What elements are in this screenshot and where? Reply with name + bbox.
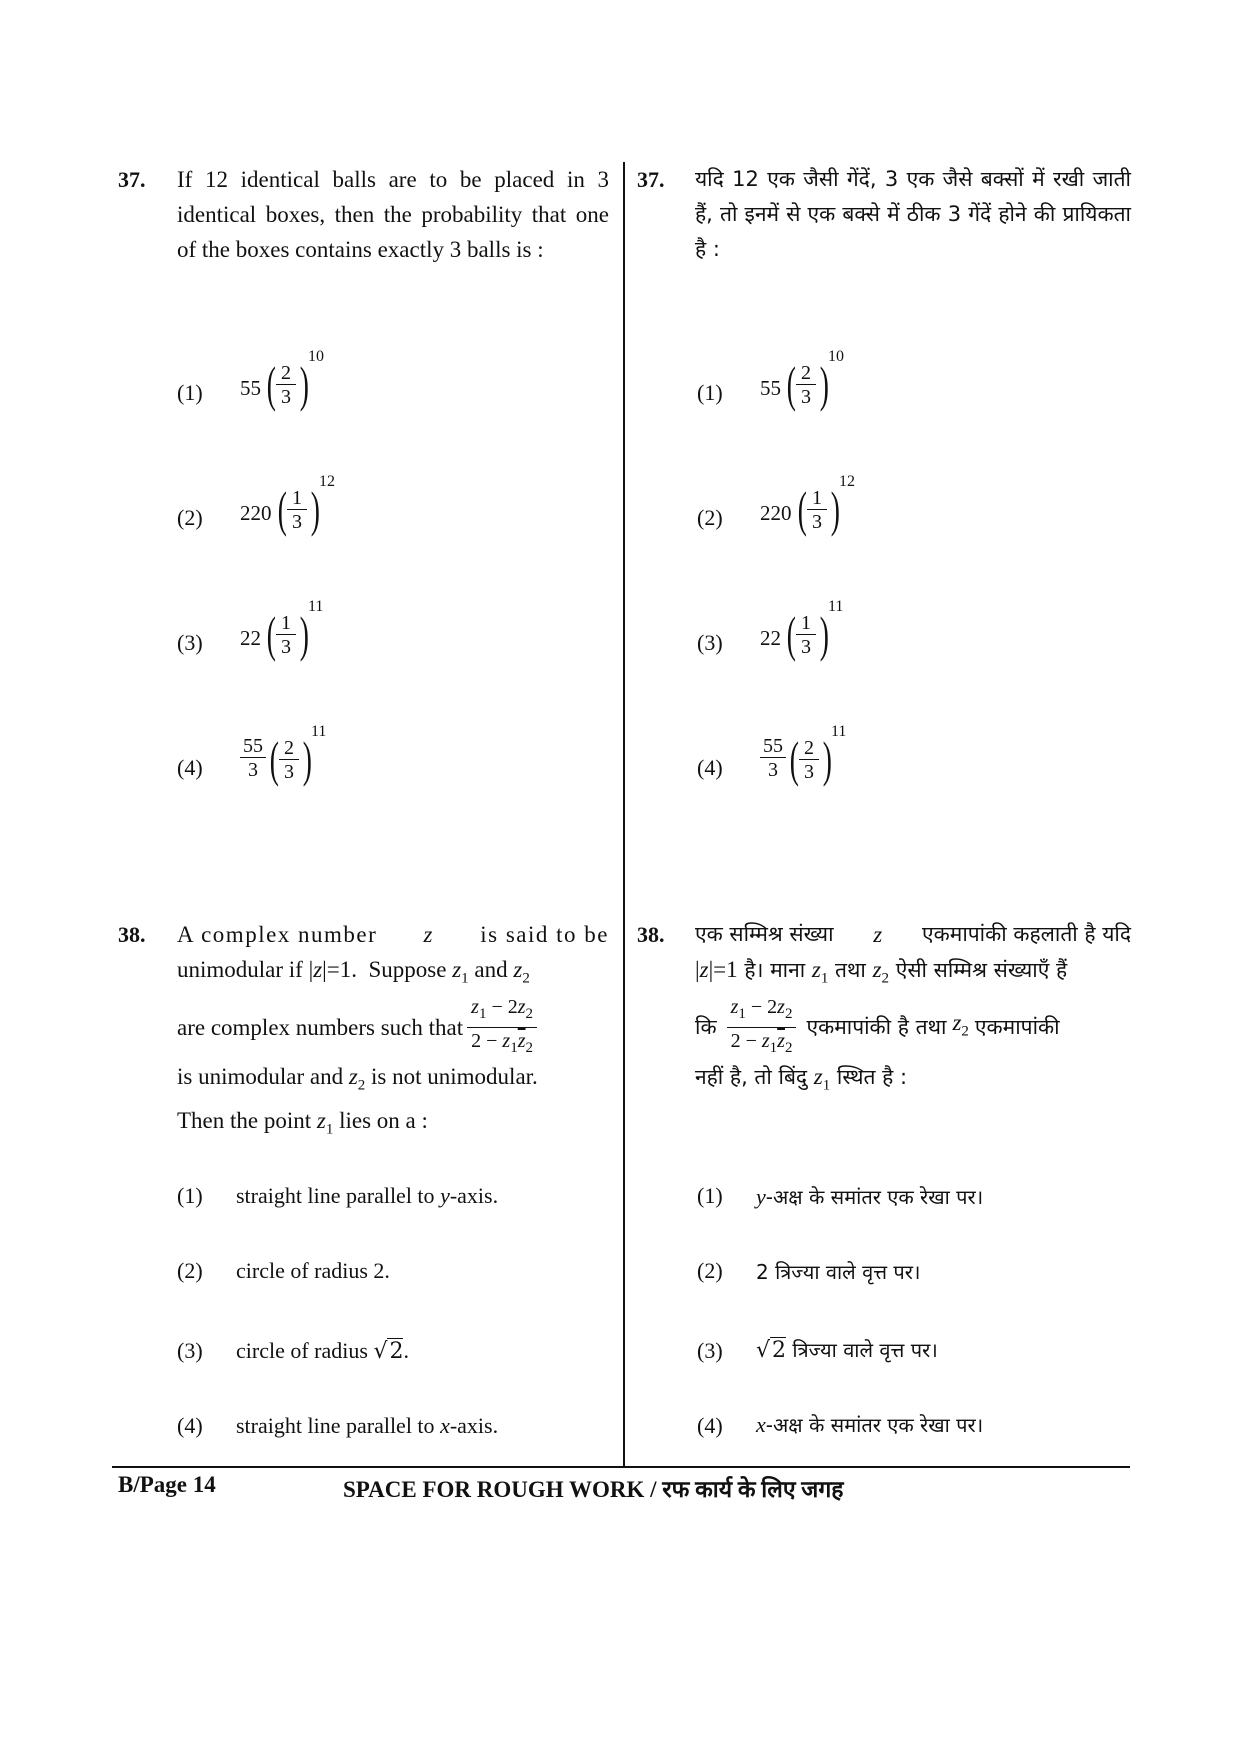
exponent: 11 xyxy=(311,723,327,740)
denominator: 3 xyxy=(812,511,822,533)
coef: 22 xyxy=(760,626,781,650)
denominator: 3 xyxy=(292,511,302,533)
q38-option-2-text-en: circle of radius 2. xyxy=(236,1258,390,1283)
q37-option-3-num-hi: (3) xyxy=(697,630,723,655)
q38-option-1-text-hi xyxy=(756,1183,983,1210)
coef: 55 xyxy=(760,376,781,400)
stem-text: is not unimodular. xyxy=(371,1063,538,1089)
paren-right: ) xyxy=(299,606,309,662)
question-37-stem-hi: यदि 12 एक जैसी गेंदें, 3 एक जैसे बक्सों में रखी जाती हैं, तो इनमें से एक बक्से में ठीक 3 गेंदें होने की प्रायिकता है : xyxy=(695,167,1131,261)
question-38-number-hi: 38. xyxy=(637,922,665,947)
stem-text: स्थित है : xyxy=(836,1064,908,1089)
paren-left: ( xyxy=(269,731,279,787)
q38-option-3-num-hi: (3) xyxy=(697,1338,723,1363)
q38-option-4-num-en: (4) xyxy=(177,1413,203,1438)
coef: 55 xyxy=(240,376,261,400)
fraction xyxy=(796,612,816,659)
denominator: 3 xyxy=(768,759,778,781)
coef: 22 xyxy=(240,626,261,650)
denominator: 3 xyxy=(248,759,258,781)
stem-text: Then the point xyxy=(177,1108,312,1134)
exponent: 11 xyxy=(831,723,847,740)
numerator: 2 xyxy=(799,737,819,760)
coef-fraction xyxy=(240,735,266,782)
stem-text: A complex number xyxy=(177,922,378,947)
option-text: -अक्ष के समांतर एक रेखा पर। xyxy=(765,1413,984,1437)
paren-right: ) xyxy=(310,481,320,537)
q37-option-4-num-hi: (4) xyxy=(697,755,723,780)
exponent: 12 xyxy=(319,473,335,490)
stem-text: नहीं है, तो बिंदु xyxy=(695,1064,808,1089)
q38-option-1-num-hi: (1) xyxy=(697,1183,723,1208)
stem-text: एक सम्मिश्र संख्या xyxy=(695,922,834,946)
radicand: 2 xyxy=(389,1339,404,1364)
q38-option-1-num-en: (1) xyxy=(177,1183,203,1208)
q38-option-1-text-en xyxy=(236,1183,498,1209)
exponent: 10 xyxy=(308,348,324,365)
stem-text: Suppose xyxy=(368,957,447,982)
exponent: 11 xyxy=(828,598,844,615)
denominator: 3 xyxy=(801,636,811,658)
sqrt-symbol: √2 xyxy=(373,1339,404,1364)
numerator: 2 xyxy=(276,362,296,385)
footer-rule xyxy=(112,1466,1130,1468)
axis-var: y xyxy=(756,1184,766,1209)
fraction xyxy=(279,737,299,784)
paren-left: ( xyxy=(266,606,276,662)
fraction xyxy=(799,737,819,784)
paren-left: ( xyxy=(786,356,796,412)
exponent: 11 xyxy=(308,598,324,615)
question-37-number-hi: 37. xyxy=(637,167,665,192)
paren-left: ( xyxy=(266,356,276,412)
option-text: -axis. xyxy=(449,1183,499,1208)
numerator: 2 xyxy=(796,362,816,385)
fraction xyxy=(807,487,827,534)
paren-right: ) xyxy=(819,356,829,412)
paren-left: ( xyxy=(789,731,799,787)
paren-right: ) xyxy=(299,356,309,412)
question-38-number-en: 38. xyxy=(118,922,146,947)
q38-option-3-text-hi xyxy=(756,1336,938,1363)
option-text: straight line parallel to xyxy=(236,1183,435,1208)
stem-text: तथा xyxy=(835,958,866,982)
exponent: 10 xyxy=(828,348,844,365)
q37-option-1-num-en: (1) xyxy=(177,380,203,405)
stem-text: are complex numbers such that xyxy=(177,1015,464,1041)
denominator: 3 xyxy=(801,386,811,408)
option-text: -axis. xyxy=(449,1413,499,1438)
q38-option-4-num-hi: (4) xyxy=(697,1413,723,1438)
option-text: straight line parallel to xyxy=(236,1413,435,1438)
denominator: 3 xyxy=(281,386,291,408)
option-text: त्रिज्या वाले वृत्त पर। xyxy=(792,1338,938,1362)
numerator: 55 xyxy=(760,735,786,758)
paren-left: ( xyxy=(277,481,287,537)
q38-option-2-text-hi: 2 त्रिज्या वाले वृत्त पर। xyxy=(756,1260,921,1284)
stem-text: एकमापांकी कहलाती है यदि xyxy=(922,922,1131,946)
fraction xyxy=(276,362,296,409)
page-label: B/Page 14 xyxy=(118,1472,216,1497)
question-38-stem-hi: एक सम्मिश्र संख्या z एकमापांकी कहलाती है यदि |z|=1 है। माना $z_1$ तथा $z_2$ ऐसी सम्मिश्र संख्याएँ हैं कि $\frac{z_1 - 2z_2}{2 - z_1\overline{z}_2}$ एकमापांकी है तथा $z_2$ एकमापांकी नहीं है, तो बिंदु $z_1$ स्थित है : xyxy=(695,917,1131,1103)
paren-right: ) xyxy=(302,731,312,787)
exponent: 12 xyxy=(839,473,855,490)
axis-var: y xyxy=(440,1183,450,1208)
option-text: . xyxy=(403,1338,409,1363)
fraction xyxy=(276,612,296,659)
stem-text: lies on a : xyxy=(339,1108,428,1134)
q38-option-4-text-hi xyxy=(756,1411,983,1438)
q38-option-4-text-en xyxy=(236,1413,498,1439)
paren-left: ( xyxy=(797,481,807,537)
paren-right: ) xyxy=(819,606,829,662)
axis-var: x xyxy=(440,1413,450,1438)
stem-text: कि xyxy=(695,1015,717,1040)
numerator: 1 xyxy=(796,612,816,635)
rough-work-label: SPACE FOR ROUGH WORK / रफ कार्य के लिए जगह xyxy=(343,1477,844,1502)
unimodular-fraction: $\frac{z_1 - 2z_2}{2 - z_1\overline{z}_2}$ xyxy=(467,994,537,1061)
coef: 220 xyxy=(240,501,272,525)
q38-option-3-num-en: (3) xyxy=(177,1338,203,1363)
denominator: 3 xyxy=(281,636,291,658)
stem-text: and xyxy=(474,957,508,982)
numerator: 1 xyxy=(287,487,307,510)
sqrt-symbol: √2 xyxy=(756,1338,787,1363)
q37-option-1-num-hi: (1) xyxy=(697,380,723,405)
stem-text: एकमापांकी xyxy=(974,1015,1060,1040)
fraction xyxy=(287,487,307,534)
unimodular-fraction: $\frac{z_1 - 2z_2}{2 - z_1\overline{z}_2}$ xyxy=(727,994,797,1061)
paren-left: ( xyxy=(786,606,796,662)
radicand: 2 xyxy=(772,1338,787,1363)
numerator: 1 xyxy=(807,487,827,510)
fraction xyxy=(796,362,816,409)
denominator: 3 xyxy=(804,761,814,783)
stem-text: एकमापांकी है तथा xyxy=(806,1015,947,1040)
paren-right: ) xyxy=(822,731,832,787)
coef: 220 xyxy=(760,501,792,525)
question-37-stem-en: If 12 identical balls are to be placed in 3 identical boxes, then the probability that one of the boxes contains exactly 3 balls is : xyxy=(177,167,609,262)
denominator: 3 xyxy=(284,761,294,783)
option-text: -अक्ष के समांतर एक रेखा पर। xyxy=(765,1185,984,1209)
question-38-stem-en: A complex number z is said to be unimodular if |z|=1. Suppose $z_1$ and $z_2$ are complex numbers such that $\frac{z_1 - 2z_2}{2 - z_1\overline{z}_2}$ is unimodular and $z_2$ is not unimodular. Then the point $z_1$ lies on a : xyxy=(177,917,609,1148)
axis-var: x xyxy=(756,1412,766,1437)
stem-text: is said to be xyxy=(480,922,609,947)
numerator: 55 xyxy=(240,735,266,758)
q38-option-3-text-en xyxy=(236,1338,409,1364)
paren-right: ) xyxy=(830,481,840,537)
q38-option-2-num-hi: (2) xyxy=(697,1258,723,1283)
q38-option-2-num-en: (2) xyxy=(177,1258,203,1283)
stem-text: है। माना xyxy=(744,958,806,982)
column-divider xyxy=(623,162,625,1466)
option-text: circle of radius xyxy=(236,1338,368,1363)
q37-option-2-num-hi: (2) xyxy=(697,505,723,530)
coef-fraction xyxy=(760,735,786,782)
stem-text: is unimodular and xyxy=(177,1063,344,1089)
numerator: 1 xyxy=(276,612,296,635)
numerator: 2 xyxy=(279,737,299,760)
q37-option-2-num-en: (2) xyxy=(177,505,203,530)
stem-text: unimodular if xyxy=(177,957,303,982)
stem-text: ऐसी सम्मिश्र संख्याएँ हैं xyxy=(895,958,1068,982)
question-37-number-en: 37. xyxy=(118,167,146,192)
q37-option-4-num-en: (4) xyxy=(177,755,203,780)
q37-option-3-num-en: (3) xyxy=(177,630,203,655)
